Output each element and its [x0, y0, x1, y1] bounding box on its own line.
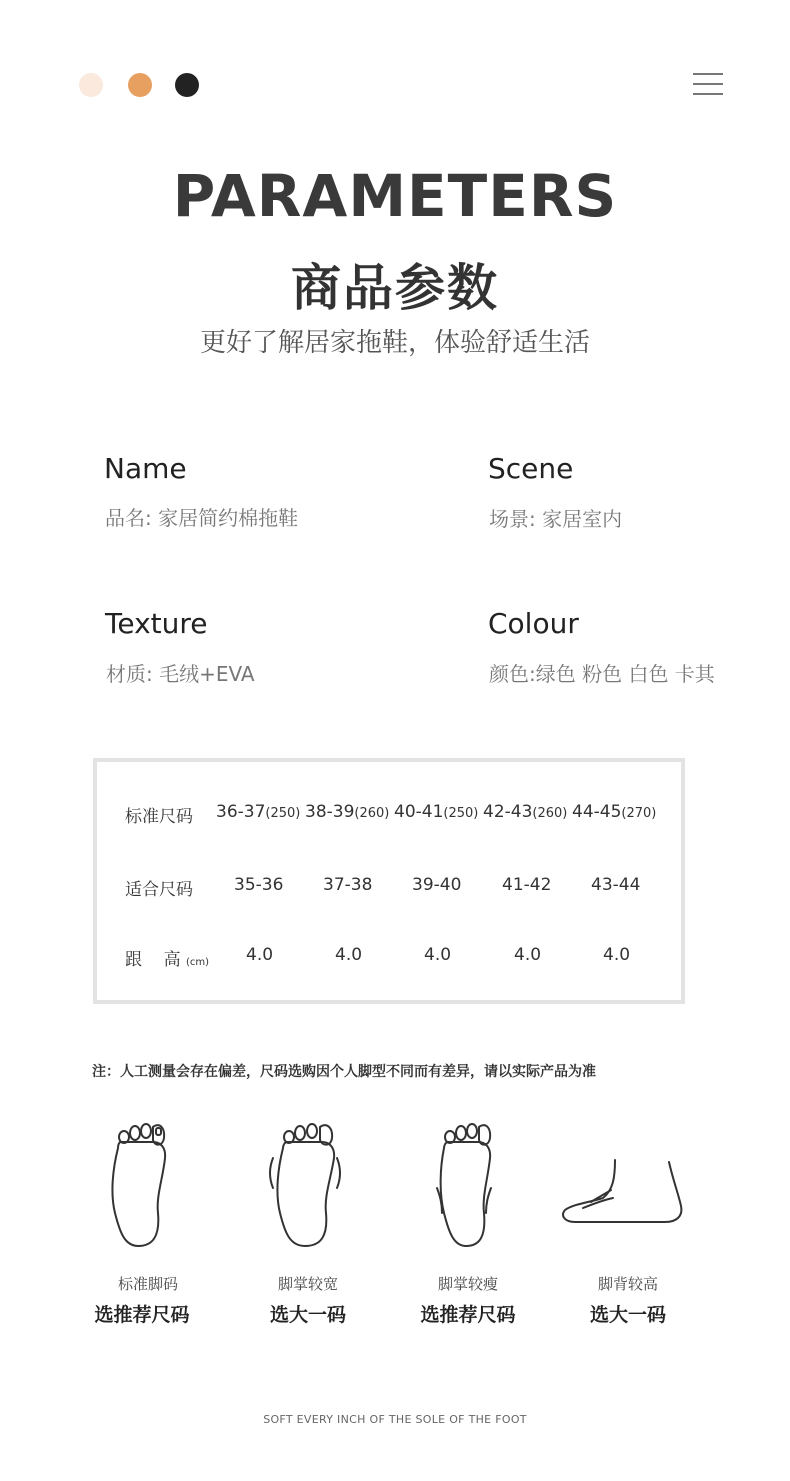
- page-title-cn: 商品参数: [291, 259, 499, 317]
- standard-size-cell: 42-43(260): [483, 802, 568, 822]
- fit-size-cell: 41-42: [502, 875, 552, 895]
- wide-foot-icon: [233, 1118, 383, 1258]
- standard-size-cell: 44-45(270): [572, 802, 657, 822]
- fit-size-cell: 39-40: [412, 875, 462, 895]
- foot-type-standard: 标准脚码: [117, 1275, 178, 1293]
- color-dot-black[interactable]: [175, 73, 199, 97]
- foot-advice-wide: 选大一码: [269, 1304, 346, 1326]
- foot-advice-standard: 选推荐尺码: [94, 1304, 190, 1326]
- standard-size-cell: 38-39(260): [305, 802, 390, 822]
- fit-size-label: 适合尺码: [125, 880, 193, 900]
- heel-height-cell: 4.0: [246, 945, 274, 965]
- footer-tagline: SOFT EVERY INCH OF THE SOLE OF THE FOOT: [263, 1413, 527, 1426]
- texture-label: Texture: [105, 607, 208, 640]
- color-dot-tan[interactable]: [128, 73, 152, 97]
- hamburger-menu-icon[interactable]: [693, 72, 723, 96]
- name-label: Name: [104, 452, 187, 485]
- fit-size-cell: 37-38: [323, 875, 373, 895]
- table-row-heel: [97, 945, 681, 975]
- foot-type-wide: 脚掌较宽: [277, 1275, 338, 1293]
- heel-height-cell: 4.0: [603, 945, 631, 965]
- size-table: [93, 758, 685, 1004]
- heel-height-label: 跟 高 (cm): [125, 950, 210, 970]
- table-row-fit: [97, 875, 681, 905]
- foot-type-narrow: 脚掌较瘦: [437, 1275, 498, 1293]
- colour-value: 颜色:绿色 粉色 白色 卡其: [489, 662, 715, 686]
- name-value: 品名: 家居简约棉拖鞋: [105, 506, 299, 530]
- scene-value: 场景: 家居室内: [489, 507, 623, 531]
- heel-height-cell: 4.0: [514, 945, 542, 965]
- high-instep-foot-icon: [553, 1118, 703, 1258]
- color-dot-cream[interactable]: [79, 73, 103, 97]
- standard-size-label: 标准尺码: [125, 807, 193, 827]
- heel-height-cell: 4.0: [424, 945, 452, 965]
- foot-advice-high-instep: 选大一码: [589, 1304, 666, 1326]
- fit-size-cell: 35-36: [234, 875, 284, 895]
- standard-size-cell: 36-37(250): [216, 802, 301, 822]
- narrow-foot-icon: [392, 1118, 542, 1258]
- page-title-en: PARAMETERS: [172, 162, 618, 230]
- heel-height-cell: 4.0: [335, 945, 363, 965]
- standard-size-cell: 40-41(250): [394, 802, 479, 822]
- foot-advice-narrow: 选推荐尺码: [420, 1304, 516, 1326]
- colour-label: Colour: [488, 607, 579, 640]
- measurement-note: 注：人工测量会存在偏差，尺码选购因个人脚型不同而有差异，请以实际产品为准: [92, 1064, 596, 1080]
- page-subtitle: 更好了解居家拖鞋，体验舒适生活: [199, 328, 590, 358]
- fit-size-cell: 43-44: [591, 875, 641, 895]
- texture-value: 材质: 毛绒+EVA: [106, 662, 255, 686]
- table-row-standard: [97, 802, 681, 832]
- foot-type-high-instep: 脚背较高: [597, 1275, 658, 1293]
- scene-label: Scene: [488, 452, 574, 485]
- standard-foot-icon: [65, 1118, 215, 1258]
